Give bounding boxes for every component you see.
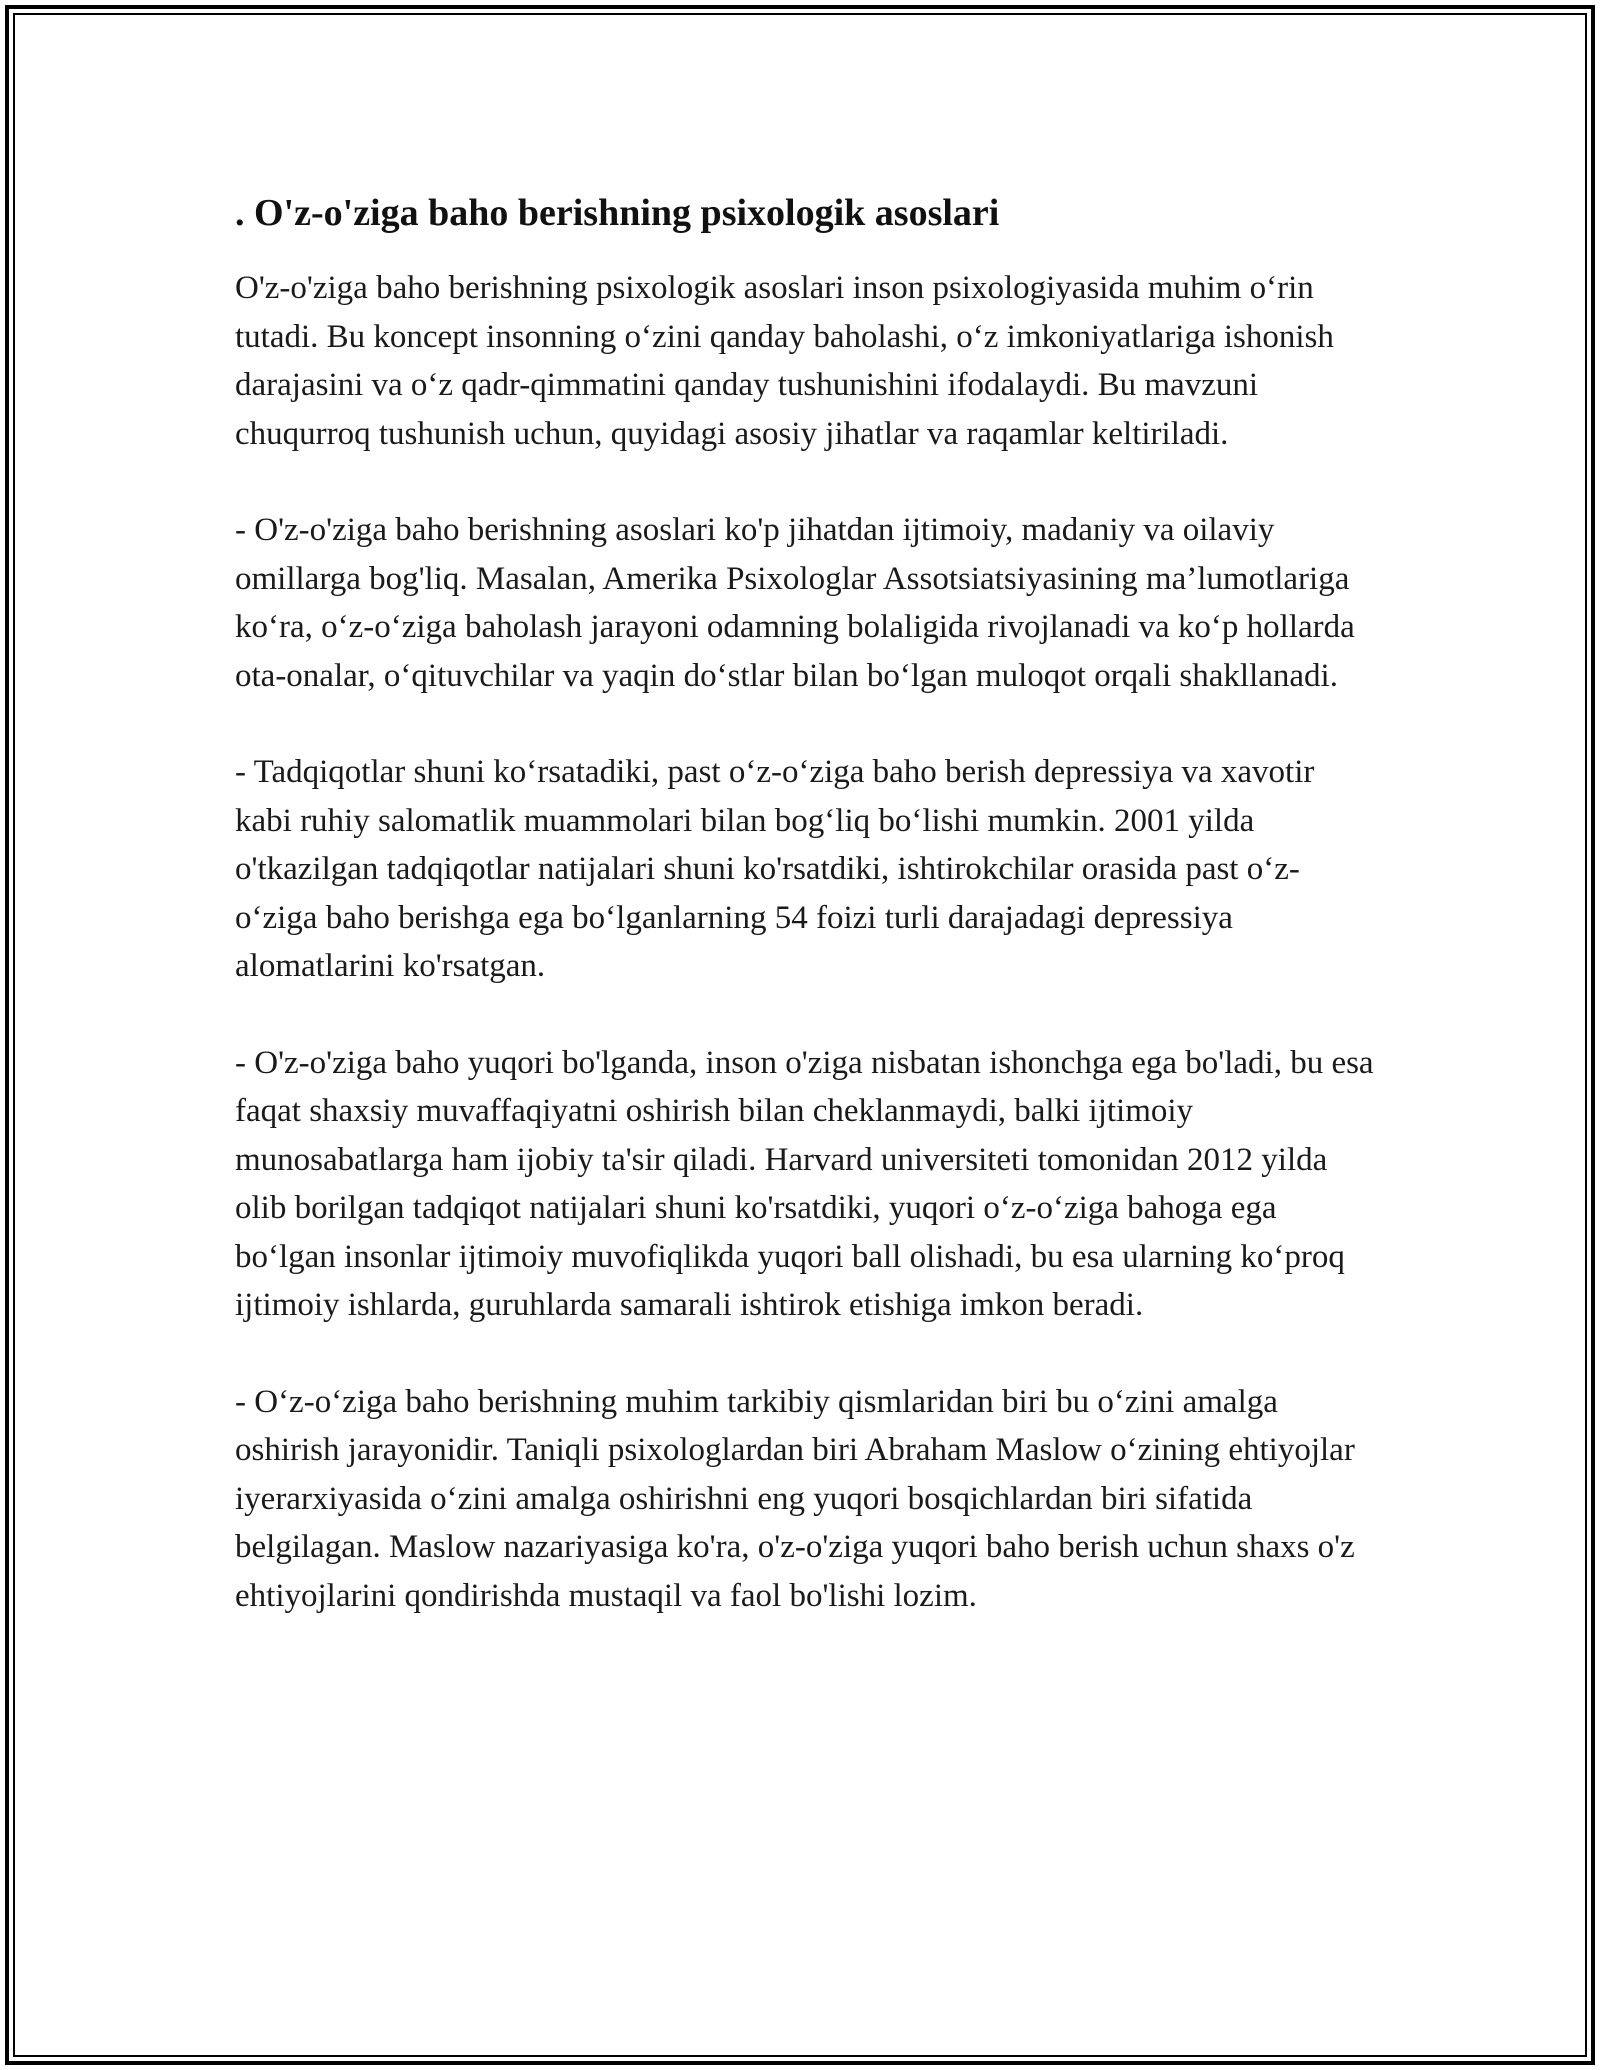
paragraph-harvard-research: - O'z-o'ziga baho yuqori bo'lganda, inson o'ziga nisbatan ishonchga ega bo'ladi, bu esa faqat shaxsiy muvaffaqiyatni oshirish bilan cheklanmaydi, balki ijtimoiy munosabatlarga ham ijobiy ta'sir qiladi. Harvard universiteti tomonidan 2012 yilda olib borilgan tadqiqot natijalari shuni ko'rsatdiki, yuqori o‘z-o‘ziga bahoga ega bo‘lgan insonlar ijtimoiy muvofiqlikda yuqori ball olishadi, bu esa ularning ko‘proq ijtimoiy ishlarda, guruhlarda samarali ishtirok etishiga imkon beradi. — [235, 1044, 1374, 1323]
document-title: . O'z-o'ziga baho berishning psixologik asoslari — [235, 192, 1000, 234]
paragraph-depression-research: - Tadqiqotlar shuni ko‘rsatadiki, past o‘z-o‘ziga baho berish depressiya va xavotir kabi ruhiy salomatlik muammolari bilan bog‘liq bo‘lishi mumkin. 2001 yilda o'tkazilgan tadqiqotlar natijalari shuni ko'rsatdiki, ishtirokchilar orasida past o‘z-o‘ziga baho berishga ega bo‘lganlarning 54 foizi turli darajadagi depressiya alomatlarini ko'rsatgan. — [235, 754, 1315, 984]
paragraph-maslow: - O‘z-o‘ziga baho berishning muhim tarkibiy qismlaridan biri bu o‘zini amalga oshirish jarayonidir. Taniqli psixologlardan biri Abraham Maslow o‘zining ehtiyojlar iyerarxiyasida o‘zini amalga oshirishni eng yuqori bosqichlardan biri sifatida belgilagan. Maslow nazariyasiga ko'ra, o'z-o'ziga yuqori baho berish uchun shaxs o'z ehtiyojlarini qondirishda mustaqil va faol bo'lishi lozim. — [235, 1383, 1355, 1614]
document-body — [235, 186, 1375, 1668]
paragraph-social-factors: - O'z-o'ziga baho berishning asoslari ko'p jihatdan ijtimoiy, madaniy va oilaviy omillarga bog'liq. Masalan, Amerika Psixologlar Assotsiatsiyasining ma’lumotlariga ko‘ra, o‘z-o‘ziga baholash jarayoni odamning bolaligida rivojlanadi va ko‘p hollarda ota-onalar, o‘qituvchilar va yaqin do‘stlar bilan bo‘lgan muloqot orqali shakllanadi. — [235, 512, 1355, 694]
paragraph-intro: O'z-o'ziga baho berishning psixologik asoslari inson psixologiyasida muhim o‘rin tutadi. Bu koncept insonning o‘zini qanday baholashi, o‘z imkoniyatlariga ishonish darajasini va o‘z qadr-qimmatini qanday tushunishini ifodalaydi. Bu mavzuni chuqurroq tushunish uchun, quyidagi asosiy jihatlar va raqamlar keltiriladi. — [235, 270, 1334, 452]
